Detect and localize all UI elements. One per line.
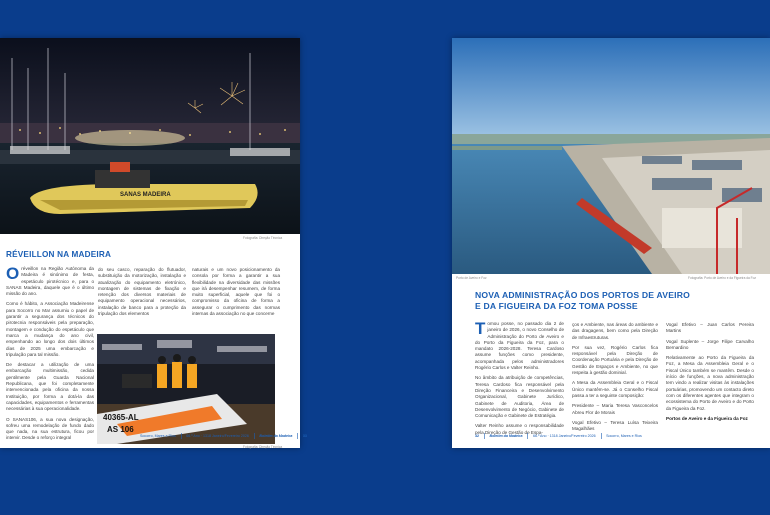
port-photo-credit-right: Fotografia: Porto de Aveiro e da Figueira da Foz <box>688 276 756 280</box>
footer-right-section: Socorro, Mares e Rios <box>606 434 642 438</box>
port-photo-credit-left: Porto de Aveiro e Foz <box>456 276 487 280</box>
left-col-2 <box>98 267 186 321</box>
right-col2-p2: Por sua vez, Rogério Carlos fica responsável pela Direção de Coordenação Portuária e pela Direção de Gestão de Espaços e Ambiente, no que respeita à gestão dominial. <box>572 344 658 376</box>
photo-bottom-credit: Fotografia: Direção Técnica <box>243 445 283 449</box>
right-col2-p4: Presidente – Maria Teresa Vasconcelos Abreu Flor de Morais <box>572 403 658 415</box>
footer-divider <box>254 433 255 439</box>
left-col1-p2: Como é hábito, a Associação Madeirense para Socorro no Mar assumiu o papel de garantir a segurança dos técnicos do pirotecnia responsáveis pela preparação, montagem e condução do espetáculo que marca a mudança do ano civil, empenhando ao longo dos dois últimos dias de 2025 uma embarcação e tripulação para tal missão. <box>6 301 94 357</box>
right-page <box>452 38 770 448</box>
left-col1-p1: réveillon na Região Autónoma da Madeira é sinónimo de festa, espetáculo pirotécnico e, para o SANAS Madeira, daquele que é o último missão do ano. <box>6 266 94 297</box>
right-col2-p5: Vogal Efetivo – Teresa Luísa Teixeira Magalhães <box>572 419 658 432</box>
right-dropcap: T <box>475 319 486 338</box>
right-col-3 <box>666 322 754 426</box>
right-col1-p1: omou posse, no passado dia 2 de janeiro de 2026, o novo Conselho de Administração do Porto de Aveiro e do Porto da Figueira da Foz, para o mandato 2026-2028. Teresa Cardoso assume funções como presidente, acompanhada pelos administradores Rogério Carlos e Valter Reinho. <box>475 321 564 371</box>
footer-divider <box>484 433 485 439</box>
footer-divider <box>527 433 528 439</box>
left-col1-p4: O SANAS106, a sua nova designação, sofreu uma remodelação de fundo dado que nada, na sua estrutura, ficou por intervir. Desde o reforço integral <box>6 416 94 441</box>
left-headline-text: RÉVEILLON NA MADEIRA <box>6 250 112 259</box>
right-col3-p3: Relativamente ao Porto da Figueira da Foz, a Mesa da Assembleia Geral e o Fiscal Único também se mantêm. Desde o início de funções, a nova administração tem vindo a realizar visitas às instalações portuárias, promovendo um contacto direto com os diferentes agentes que integram o ecossistema do Porto de Aveiro e do Porto da Figueira da Foz. <box>666 355 754 411</box>
fireworks-harbour-photo <box>0 38 300 234</box>
left-col-1 <box>6 266 94 446</box>
footer-right-brand: Boletim da Madeira <box>489 434 523 438</box>
port-aerial-photo <box>452 38 770 274</box>
right-col3-p2: Vogal Suplente – Jorge Filipe Carvalho Bernardino <box>666 338 754 350</box>
boat-text-bottom-1: 40365-AL <box>103 413 139 422</box>
photo-top-credit: Fotografia: Direção Técnica <box>243 236 283 240</box>
right-footer <box>475 432 642 440</box>
footer-right-page-number: 32 <box>475 434 479 438</box>
footer-left-brand: Boletim da Madeira <box>259 434 293 438</box>
left-headline <box>6 250 111 259</box>
footer-divider <box>601 433 602 439</box>
right-col1-p2: No âmbito da atribuição de competências, Teresa Cardoso fica responsável pela Direção Financeira e Desenvolvimento Organizacional, Gabinete Jurídico, Gabinete de Auditoria, Área de Desenvolvimento de Negócio, Gabinete de Comunicação e Gabinete de Estratégia. <box>475 375 564 419</box>
crew-boat-photo <box>97 334 275 444</box>
right-col2-p1: ços e Ambiente, nas áreas do ambiente e das dragagens, bem como pela Direção de Infraestruturas. <box>572 322 658 340</box>
left-footer <box>140 432 307 440</box>
footer-divider <box>297 433 298 439</box>
right-col3-p1: Vogal Efetivo – Juan Carlos Pereira Martins <box>666 322 754 334</box>
footer-left-page-number: 33 <box>302 434 307 438</box>
right-col-2 <box>572 322 658 436</box>
left-col2-p1: do seu casco, reparação do flutuador, substituição da motorização, instalação e atualização do equipamento eletrónico, montagem de sistemas de fixação e retenção dos diversos materiais de equipamento operacional necessários, instalação de banco para a proteção da tripulação dos elementos <box>98 267 186 317</box>
footer-right-issue: 66.º Ano · 1318 Janeiro/Fevereiro 2026 <box>532 434 596 438</box>
footer-left-section: Socorro, Mares e Rios <box>140 434 176 438</box>
boat-text-bottom-2: AS 106 <box>107 425 134 434</box>
left-col-3 <box>192 267 280 321</box>
footer-divider <box>181 433 182 439</box>
right-col-1 <box>475 321 564 440</box>
right-headline-line-1: NOVA ADMINISTRAÇÃO DOS PORTOS DE AVEIRO <box>475 290 691 300</box>
left-page <box>0 38 307 449</box>
right-headline-line-2: E DA FIGUEIRA DA FOZ TOMA POSSE <box>475 301 638 311</box>
left-col1-p3: De destacar a utilização de uma embarcação multimissão, cedida gentilmente pela Guarda Nacional Republicana, que foi completamente intervencionada pela oficina da nossa Instituição, por forma a dotá-la das capacidades, equipamentos e ferramentas necessárias à sua operacionalidade. <box>6 362 94 412</box>
right-col1-p3: Valter Reinho assume o responsabilidade pela Direção de Gestão de Espa- <box>475 423 564 435</box>
footer-left-issue: 66.º Ano · 1318 Janeiro/Fevereiro 2026 <box>186 434 249 438</box>
right-headline <box>475 290 690 312</box>
left-dropcap: O <box>6 264 20 283</box>
right-col2-p3: A Mesa da Assembleia Geral e o Fiscal Único mantêm-se. Já o Conselho Fiscal passa a ter a seguinte composição: <box>572 380 658 398</box>
right-col3-signature: Portos de Aveiro e da Figueira da Foz <box>666 415 748 421</box>
boat-text-top: SANAS MADEIRA <box>120 192 171 198</box>
left-col3-p1: naturais e um novo posicionamento da consola por forma a garantir a sua flexibilidade na diversidade das missões que irá desempenhar resumem, de forma muito superficial, aquele que foi o compromisso da oficina de forma a assegurar o cumprimento das normas internas da associação no que concerne <box>192 267 280 317</box>
